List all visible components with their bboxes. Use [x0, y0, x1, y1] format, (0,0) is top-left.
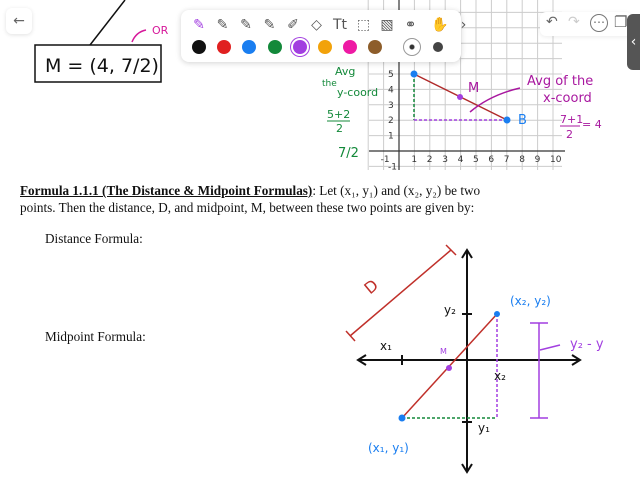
note-frac-x-den: 2: [566, 128, 573, 141]
note-eq4: = 4: [582, 118, 602, 131]
side-panel-toggle[interactable]: ‹: [627, 14, 640, 70]
x-tick-label: 2: [426, 155, 433, 165]
color-swatch[interactable]: [318, 40, 332, 54]
link-icon[interactable]: ⚭: [404, 17, 417, 33]
copy-button[interactable]: ❐: [614, 13, 628, 31]
x-tick-label: 4: [457, 155, 464, 165]
note-seven-halves: 7/2: [338, 146, 359, 161]
x-tick-label: 1: [411, 155, 418, 165]
thin-stroke-size-button[interactable]: [403, 38, 421, 56]
point-p1: [399, 415, 406, 422]
x-tick-label: 7: [503, 155, 510, 165]
note-the: the: [322, 79, 337, 89]
point-m: [457, 94, 463, 100]
label-b: B: [518, 113, 527, 128]
label-d: D: [360, 275, 382, 298]
y-tick-label: 5: [388, 70, 394, 80]
undo-button[interactable]: ↶: [546, 14, 558, 30]
text-tool-icon[interactable]: Tt: [332, 17, 348, 33]
label-x1: x₁: [380, 339, 392, 353]
edit-controls: [540, 12, 632, 36]
formula-text-1: : Let (x₁, y₁) and (x₂, y₂) be two: [312, 183, 481, 198]
y-tick-label: 1: [388, 131, 394, 142]
label-m: M: [468, 81, 480, 96]
label-p2: (x₂, y₂): [510, 294, 551, 308]
pen-icon[interactable]: ✎: [216, 17, 229, 33]
xy-axes: [358, 250, 580, 472]
label-x2: x₂: [494, 369, 506, 383]
label-y-diff: y₂ - y: [570, 337, 604, 352]
y-tick-label: -1: [388, 162, 397, 173]
highlighter-icon[interactable]: ✐: [287, 17, 299, 33]
midpoint-formula-label: Midpoint Formula:: [45, 329, 146, 344]
color-swatch[interactable]: [268, 40, 282, 54]
x-tick-label: 9: [534, 155, 541, 165]
note-y-coord: y-coord: [337, 86, 379, 99]
eraser-icon[interactable]: ◇: [311, 17, 322, 33]
x-tick-label: 3: [442, 155, 448, 165]
redo-button[interactable]: ↷: [568, 14, 580, 30]
label-p1: (x₁, y₁): [368, 441, 409, 455]
distance-bracket: [346, 245, 456, 341]
x-tick-label: 10: [550, 155, 562, 165]
y-tick-label: 4: [388, 85, 394, 96]
dashed-pen-icon[interactable]: ✎: [240, 17, 252, 33]
arrow-icon: [132, 30, 146, 42]
color-swatch[interactable]: [343, 40, 357, 54]
point-b: [504, 117, 511, 124]
pen-purple-icon[interactable]: ✎: [193, 17, 205, 33]
dotted-pen-icon[interactable]: ✎: [263, 17, 276, 33]
thick-stroke-size-button[interactable]: [433, 42, 443, 52]
or-note: OR: [152, 24, 169, 37]
note-x-coord: x-coord: [543, 91, 592, 106]
x-tick-label: 6: [488, 155, 495, 165]
point-a: [411, 71, 418, 78]
label-y2: y₂: [444, 303, 456, 317]
hand-icon[interactable]: ✋: [431, 17, 449, 33]
color-swatch[interactable]: [293, 40, 307, 54]
x-tick-label: -1: [380, 155, 390, 165]
color-swatch[interactable]: [192, 40, 206, 54]
note-avg: Avg: [335, 65, 356, 78]
back-button[interactable]: ←: [6, 8, 32, 34]
distance-formula-label: Distance Formula:: [45, 231, 143, 246]
note-frac-y-den: 2: [336, 122, 343, 135]
more-button[interactable]: ⋯: [590, 14, 608, 32]
x-tick-label: 8: [519, 155, 525, 165]
formula-title: Formula 1.1.1 (The Distance & Midpoint Formulas): [20, 183, 313, 198]
answer-text: M = (4, 7/2): [45, 55, 159, 77]
formula-text-2: points. Then the distance, D, and midpoint, M, between these two points are given by:: [20, 200, 475, 215]
lasso-select-icon[interactable]: ⬚: [356, 17, 371, 33]
note-avg-of-the: Avg of the: [527, 74, 594, 89]
y-tick-label: 2: [388, 116, 394, 127]
x-tick-label: 5: [473, 155, 479, 165]
y-tick-label: 3: [388, 100, 394, 111]
pointer-line: [90, 0, 125, 45]
note-frac-x: 7+1: [560, 113, 584, 126]
y-difference-bracket: [530, 323, 560, 418]
formula-statement: [20, 182, 480, 216]
color-swatch[interactable]: [368, 40, 382, 54]
color-swatch[interactable]: [242, 40, 256, 54]
color-swatch[interactable]: [217, 40, 231, 54]
note-frac-y: 5+2: [327, 108, 351, 121]
point-p2: [494, 311, 500, 317]
chevron-right-icon[interactable]: ›: [460, 17, 467, 33]
label-y1: y₁: [478, 421, 490, 435]
image-icon[interactable]: ▧: [380, 17, 394, 33]
midpoint: [446, 365, 452, 371]
label-m-diagram: M: [440, 347, 447, 356]
pen-toolbar: [181, 10, 467, 62]
